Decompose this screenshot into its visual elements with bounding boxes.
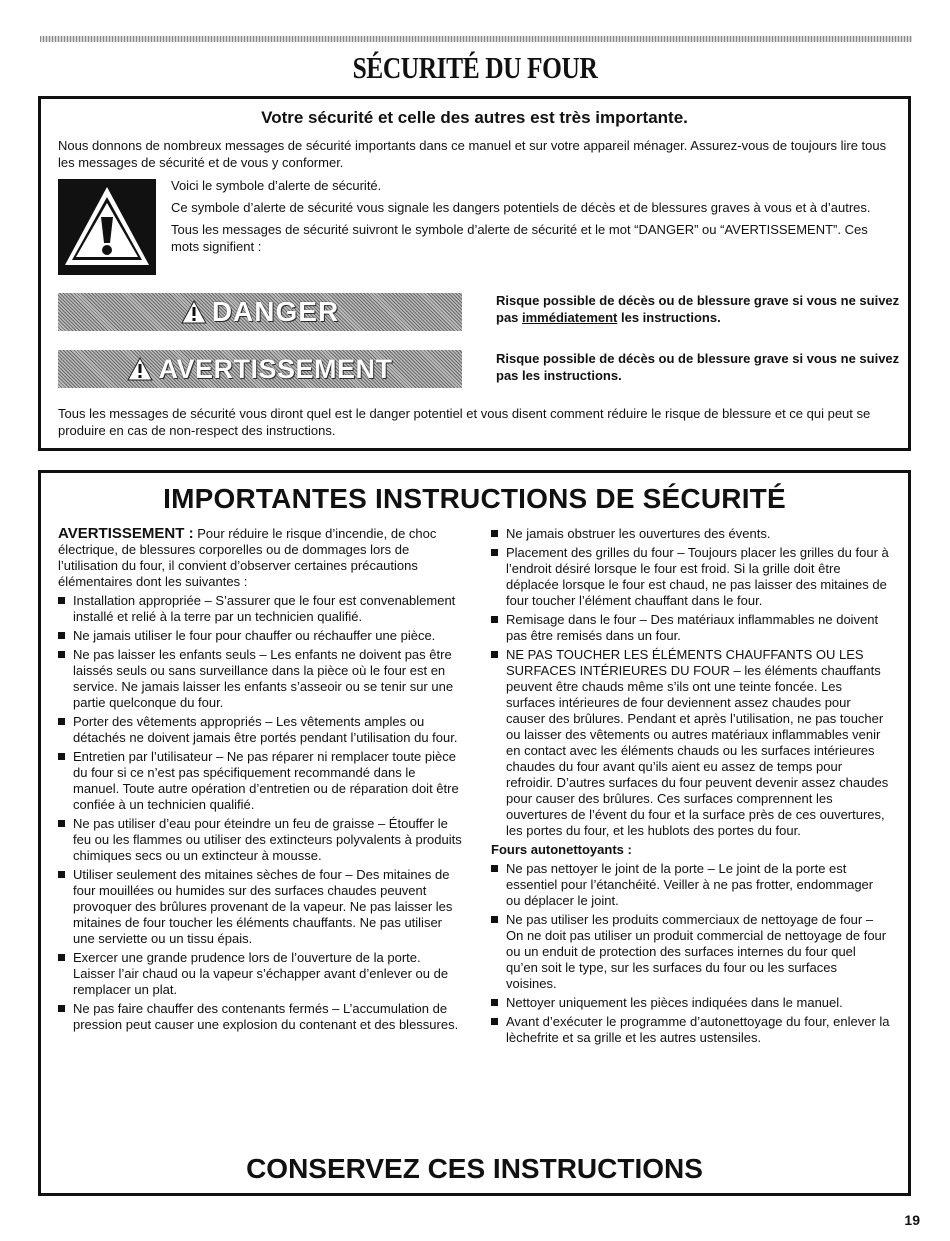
warning-label: AVERTISSEMENT [158,353,393,384]
list-item: Placement des grilles du four – Toujours placer les grilles du four à l’endroit désiré lorsque le four est froid. Si la grille doit être déplacée lorsque le four est chaud, ne pas laisser des mitaines de four toucher l’élément chauffant dans le four. [491,545,891,609]
warning-signal-bar [58,350,462,388]
symbol-explanation [171,177,871,260]
instructions-left-column [58,526,462,1036]
self-clean-list [491,861,891,1046]
save-instructions-footer: CONSERVEZ CES INSTRUCTIONS [246,1153,703,1184]
top-rule [40,36,912,42]
safety-alert-symbol-icon [58,179,156,275]
list-item: Remisage dans le four – Des matériaux inflammables ne doivent pas être remisés dans un four. [491,612,891,644]
list-item: Ne pas laisser les enfants seuls – Les enfants ne doivent pas être laissés seuls ou sans surveillance dans la pièce où le four est en service. Ne jamais laisser les enfants s’asseoir ou se tenir sur une partie quelconque du four. [58,647,462,711]
list-item: Ne pas utiliser d’eau pour éteindre un feu de graisse – Étouffer le feu ou les flammes ou utiliser des extincteurs polyvalents à produits chimiques secs ou un extincteur à mousse. [58,816,462,864]
danger-desc-text-end: les instructions. [617,310,721,325]
safety-heading: Votre sécurité et celle des autres est très importante. [261,108,688,127]
symbol-line: Ce symbole d’alerte de sécurité vous signale les dangers potentiels de décès et de blessures graves à vous et à d’autres. [171,200,871,215]
safety-footer: Tous les messages de sécurité vous diront quel est le danger potentiel et vous disent comment réduire le risque de blessure et ce qui peut se produire en cas de non-respect des instructions. [58,406,871,438]
instructions-right-column [491,526,891,1049]
instructions-box [38,470,911,1196]
right-instruction-list [491,526,891,839]
warning-triangle-icon [181,300,207,324]
list-item: Ne pas nettoyer le joint de la porte – Le joint de la porte est essentiel pour l’étanchéité. Veiller à ne pas frotter, endommager ou déplacer le joint. [491,861,891,909]
list-item: Utiliser seulement des mitaines sèches de four – Des mitaines de four mouillées ou humides sur des surfaces chaudes peuvent provoquer des brûlures provenant de la vapeur. Ne pas laisser les mitaines de four toucher les éléments chauffants. Ne pas utiliser une serviette ou un tissu épais. [58,867,462,947]
danger-desc-emphasis: immédiatement [522,310,618,325]
warning-description: Risque possible de décès ou de blessure grave si vous ne suivez pas les instructions. [496,351,900,383]
list-item: Ne jamais obstruer les ouvertures des évents. [491,526,891,542]
list-item: Nettoyer uniquement les pièces indiquées dans le manuel. [491,995,891,1011]
warning-lead [58,526,462,590]
list-item: Exercer une grande prudence lors de l’ouverture de la porte. Laisser l’air chaud ou la vapeur s’échapper avant d’enlever ou de remplacer un plat. [58,950,462,998]
list-item: Ne pas utiliser les produits commerciaux de nettoyage de four – On ne doit pas utiliser un produit commercial de nettoyage de four ou un enduit de protection des surfaces internes du four quel qu’en soit le type, sur les surfaces du four ou les surfaces voisines. [491,912,891,992]
list-item: Porter des vêtements appropriés – Les vêtements amples ou détachés ne doivent jamais être portés pendant l’utilisation du four. [58,714,462,746]
page-number: 19 [904,1212,920,1228]
instructions-title: IMPORTANTES INSTRUCTIONS DE SÉCURITÉ [163,483,786,514]
danger-description [496,292,906,326]
warning-lead-text: Pour réduire le risque d’incendie, de choc électrique, de blessures corporelles ou de dommages lors de l’utilisation du four, il convient d’observer certaines précautions élémentaires dont les suivantes : [58,526,437,589]
self-clean-heading: Fours autonettoyants : [491,842,632,857]
danger-desc-text: Risque possible de décès ou de blessure grave si vous ne suivez pas [496,293,900,325]
safety-message-box [38,96,911,451]
left-instruction-list [58,593,462,1033]
page-title: SÉCURITÉ DU FOUR [352,50,598,85]
list-item: Installation appropriée – S’assurer que le four est convenablement installé et relié à la terre par un technicien qualifié. [58,593,462,625]
list-item: Entretien par l’utilisateur – Ne pas réparer ni remplacer toute pièce du four si ce n’est pas spécifiquement recommandé dans le manuel. Toute autre opération d’entretien ou de réparation doit être confiée à un technicien qualifié. [58,749,462,813]
list-item: NE PAS TOUCHER LES ÉLÉMENTS CHAUFFANTS OU LES SURFACES INTÉRIEURES DU FOUR – les éléments chauffants peuvent être chauds même s’ils ont une teinte foncée. Les surfaces intérieures de four deviennent assez chaudes pour causer des brûlures. Pendant et après l’utilisation, ne pas toucher ou laisser des vêtements ou autres matériaux inflammables venir en contact avec les éléments chauds ou les surfaces intérieures chaudes du four avant qu’ils aient eu assez de temps pour refroidir. D’autres surfaces du four peuvent devenir assez chaudes pour causer des brûlures. Ces surfaces comprennent les ouvertures de l’évent du four et la surface près de ces ouvertures, les portes du four, et les hublots des portes du four. [491,647,891,839]
list-item: Avant d’exécuter le programme d’autonettoyage du four, enlever la lèchefrite et sa grille et les autres ustensiles. [491,1014,891,1046]
danger-signal-bar [58,293,462,331]
list-item: Ne jamais utiliser le four pour chauffer ou réchauffer une pièce. [58,628,462,644]
warning-triangle-icon [127,357,153,381]
danger-label: DANGER [211,296,340,327]
symbol-line: Voici le symbole d’alerte de sécurité. [171,178,382,193]
warning-lead-label: AVERTISSEMENT : [58,525,194,542]
safety-intro: Nous donnons de nombreux messages de sécurité importants dans ce manuel et sur votre appareil ménager. Assurez-vous de toujours lire tous les messages de sécurité et de vous y conformer. [58,138,887,170]
list-item: Ne pas faire chauffer des contenants fermés – L’accumulation de pression peut causer une explosion du contenant et des blessures. [58,1001,462,1033]
symbol-line: Tous les messages de sécurité suivront le symbole d’alerte de sécurité et le mot “DANGER” ou “AVERTISSEMENT”. Ces mots signifient : [171,222,868,254]
